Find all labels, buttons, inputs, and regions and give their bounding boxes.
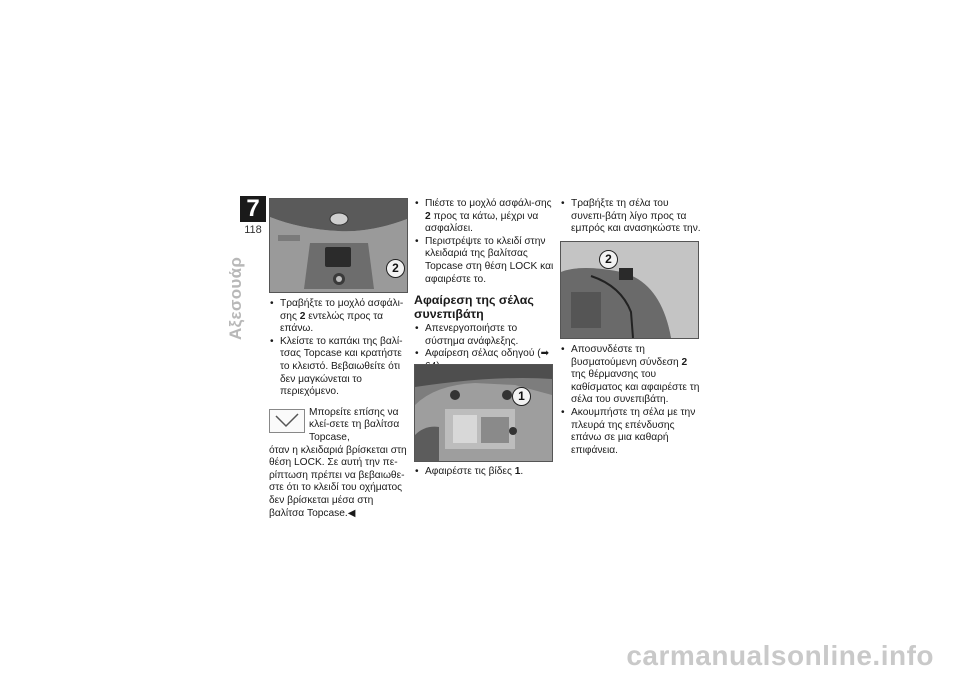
list-item: • Τραβήξτε το μοχλό ασφάλι-σης 2 εντελώς προς τα επάνω. <box>269 298 409 336</box>
connector-illustration <box>561 242 698 338</box>
topcase-lock-illustration <box>270 199 407 292</box>
column-3-text-bottom <box>560 344 702 457</box>
chapter-number: 7 <box>240 196 266 222</box>
passenger-seat-screws-photo <box>414 364 553 462</box>
watermark: carmanualsonline.info <box>626 640 934 671</box>
column-2-text-top <box>414 198 554 374</box>
column-3-text-top <box>560 198 702 236</box>
list-item: • Πιέστε το μοχλό ασφάλι-σης 2 προς τα κάτω, μέχρι να ασφαλίσει. <box>414 198 554 236</box>
list-item: • Περιστρέψτε το κλειδί στην κλειδαριά της βαλίτσας Topcase στη θέση LOCK και αφαιρέστε το. <box>414 236 554 286</box>
topcase-lock-photo <box>269 198 408 293</box>
callout-2: 2 <box>599 250 618 269</box>
list-item: • Αφαιρέστε τις βίδες 1. <box>414 466 554 479</box>
note-icon <box>269 409 305 433</box>
note-first-line: Μπορείτε επίσης να κλεί-σετε τη βαλίτσα Topcase, <box>309 406 400 443</box>
note-text: όταν η κλειδαριά βρίσκεται στη θέση LOCK. Σε αυτή την πε-ρίπτωση πρέπει να βεβαιωθε-στε ότι το κλειδί του οχήματος δεν βρίσκεται μέσα στη βαλίτσα Topcase.◀ <box>269 444 407 519</box>
end-mark: ◀ <box>347 507 356 519</box>
list-item: • Αφαίρεση σέλας οδηγού (➡ <box>414 348 554 373</box>
list-item: • Ακουμπήστε τη σέλα με την πλευρά της επένδυσης επάνω σε μια καθαρή επιφάνεια. <box>560 407 702 457</box>
list-item: • Απενεργοποιήστε το σύστημα ανάφλεξης. <box>414 323 554 348</box>
section-heading: Αφαίρεση της σέλας συνεπιβάτη <box>414 293 534 322</box>
list-item: • Τραβήξτε τη σέλα του συνεπι-βάτη λίγο προς τα εμπρός και ανασηκώστε την. <box>560 198 702 236</box>
page-number: 118 <box>244 224 262 236</box>
chapter-side-title: Αξεσουάρ <box>226 256 245 340</box>
callout-1: 1 <box>512 387 531 406</box>
seat-connector-photo <box>560 241 699 339</box>
list-item: • Αποσυνδέστε τη βυσματούμενη σύνδεση 2 της θέρμανσης του καθίσματος και αφαιρέστε τη σέλα του συνεπιβάτη. <box>560 344 702 407</box>
callout-2: 2 <box>386 259 405 278</box>
column-1-text <box>269 298 409 520</box>
note-block <box>269 407 409 520</box>
screws-illustration <box>415 365 552 461</box>
list-item: • Κλείστε το καπάκι της βαλί-τσας Topcase και κρατήστε το κλειστό. Βεβαιωθείτε ότι δεν μαγκώνεται το περιεχόμενο. <box>269 336 409 399</box>
column-2-text-bottom <box>414 466 554 479</box>
